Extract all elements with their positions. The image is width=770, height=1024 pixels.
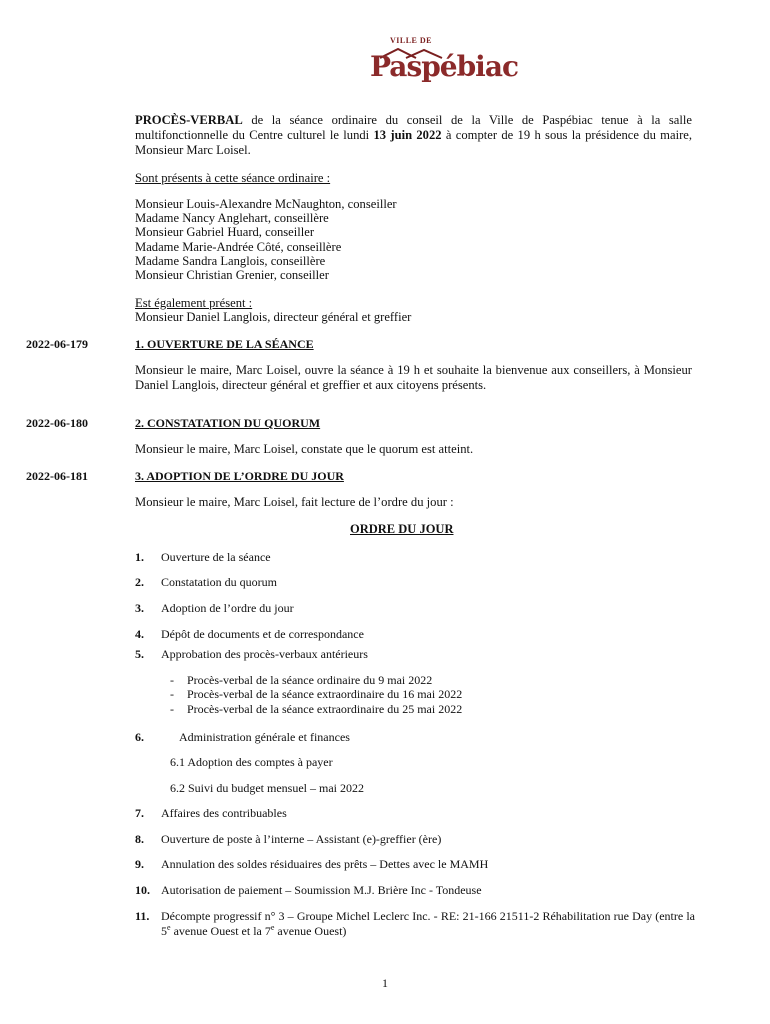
section-body: Monsieur le maire, Marc Loisel, fait lecture de l’ordre du jour :	[135, 495, 454, 509]
agenda-item-number: 4.	[135, 627, 144, 641]
logo-small-text: VILLE DE	[389, 36, 432, 45]
agenda-item-number: 8.	[135, 832, 144, 846]
intro-date: 13 juin 2022	[373, 128, 442, 142]
section-title: 3. ADOPTION DE L’ORDRE DU JOUR	[135, 469, 344, 483]
agenda-item-number: 7.	[135, 806, 144, 820]
agenda-item-text: Approbation des procès-verbaux antérieurs	[161, 647, 368, 661]
agenda-item-text: Adoption de l’ordre du jour	[161, 601, 294, 615]
agenda-item-number: 5.	[135, 647, 144, 661]
page-number: 1	[382, 976, 388, 990]
agenda-item-number: 1.	[135, 550, 144, 564]
logo-name: Paspébiac	[370, 50, 519, 83]
agenda-item-text: Ouverture de poste à l’interne – Assistant (e)-greffier (ère)	[161, 832, 442, 846]
agenda-item-text-part: avenue Ouest)	[274, 923, 347, 938]
present-item: Madame Nancy Anglehart, conseillère	[135, 211, 329, 226]
paspebiac-logo	[368, 36, 519, 98]
agenda-item-text: Dépôt de documents et de correspondance	[161, 627, 364, 641]
agenda-item-number: 10.	[135, 883, 150, 897]
agenda-item-number: 11.	[135, 909, 150, 923]
agenda-item-number: 6.	[135, 730, 144, 744]
present-item: Monsieur Christian Grenier, conseiller	[135, 268, 329, 283]
present-heading: Sont présents à cette séance ordinaire :	[135, 171, 331, 185]
present-item: Madame Marie-Andrée Côté, conseillère	[135, 239, 342, 254]
resolution-number: 2022-06-181	[26, 469, 88, 483]
agenda-item-text-part: avenue Ouest et la 7	[170, 923, 271, 938]
sub-item-text: 6.2 Suivi du budget mensuel – mai 2022	[170, 781, 364, 795]
superscript: e	[167, 922, 171, 932]
bullet-dash: -	[170, 673, 174, 687]
section-title: 2. CONSTATATION DU QUORUM	[135, 416, 321, 430]
agenda-item-number: 3.	[135, 601, 144, 615]
section-body: Monsieur le maire, Marc Loisel, constate que le quorum est atteint.	[135, 442, 474, 456]
intro-text-2: à compter de 19 h sous la présidence du maire, Monsieur Marc Loisel.	[135, 128, 693, 157]
present-item: Monsieur Louis-Alexandre McNaughton, conseiller	[135, 197, 397, 211]
agenda-item-number: 9.	[135, 857, 144, 871]
present-item: Madame Sandra Langlois, conseillère	[135, 253, 326, 268]
agenda-item-text: Affaires des contribuables	[161, 806, 287, 820]
agenda-item-text: Ouverture de la séance	[161, 550, 271, 564]
resolution-number: 2022-06-180	[26, 416, 88, 430]
intro-text-1: de la séance ordinaire du conseil de la Ville de Paspébiac tenue à la salle multifonctionnelle du Centre culturel le lundi	[135, 113, 692, 142]
agenda-item-text: Annulation des soldes résiduaires des prêts – Dettes avec le MAMH	[161, 857, 489, 871]
sub-item-text: Procès-verbal de la séance ordinaire du 9 mai 2022	[187, 673, 433, 687]
present-item: Monsieur Gabriel Huard, conseiller	[135, 225, 315, 240]
superscript: e	[270, 922, 275, 932]
sub-item-text: Procès-verbal de la séance extraordinaire du 25 mai 2022	[187, 702, 463, 716]
bullet-dash: -	[170, 687, 174, 701]
also-present-heading: Est également présent :	[135, 296, 253, 310]
agenda-item-text	[161, 909, 695, 938]
intro-paragraph	[135, 113, 692, 158]
present-list	[135, 197, 692, 282]
intro-bold-prefix: PROCÈS-VERBAL	[135, 113, 243, 127]
also-present-name: Monsieur Daniel Langlois, directeur général et greffier	[135, 310, 412, 324]
agenda-item-number: 2.	[135, 575, 144, 589]
section-title: 1. OUVERTURE DE LA SÉANCE	[135, 337, 314, 351]
section-body: Monsieur le maire, Marc Loisel, ouvre la séance à 19 h et souhaite la bienvenue aux conseillers, à Monsieur Daniel Langlois, directeur général et greffier et aux citoyens présents.	[135, 363, 692, 392]
bullet-dash: -	[170, 702, 174, 716]
sub-item-text: 6.1 Adoption des comptes à payer	[170, 755, 333, 769]
agenda-item-text: Administration générale et finances	[179, 730, 350, 744]
sub-item-text: Procès-verbal de la séance extraordinaire du 16 mai 2022	[187, 687, 463, 701]
agenda-item-text-part: Décompte progressif n° 3 – Groupe Michel Leclerc Inc. - RE: 21-166 21511-2 Réhabilitation rue Day (entre la 5	[161, 909, 695, 938]
agenda-item-text: Constatation du quorum	[161, 575, 277, 589]
agenda-title: ORDRE DU JOUR	[350, 522, 454, 536]
agenda-item-text: Autorisation de paiement – Soumission M.J. Brière Inc - Tondeuse	[161, 883, 482, 897]
resolution-number: 2022-06-179	[26, 337, 88, 351]
